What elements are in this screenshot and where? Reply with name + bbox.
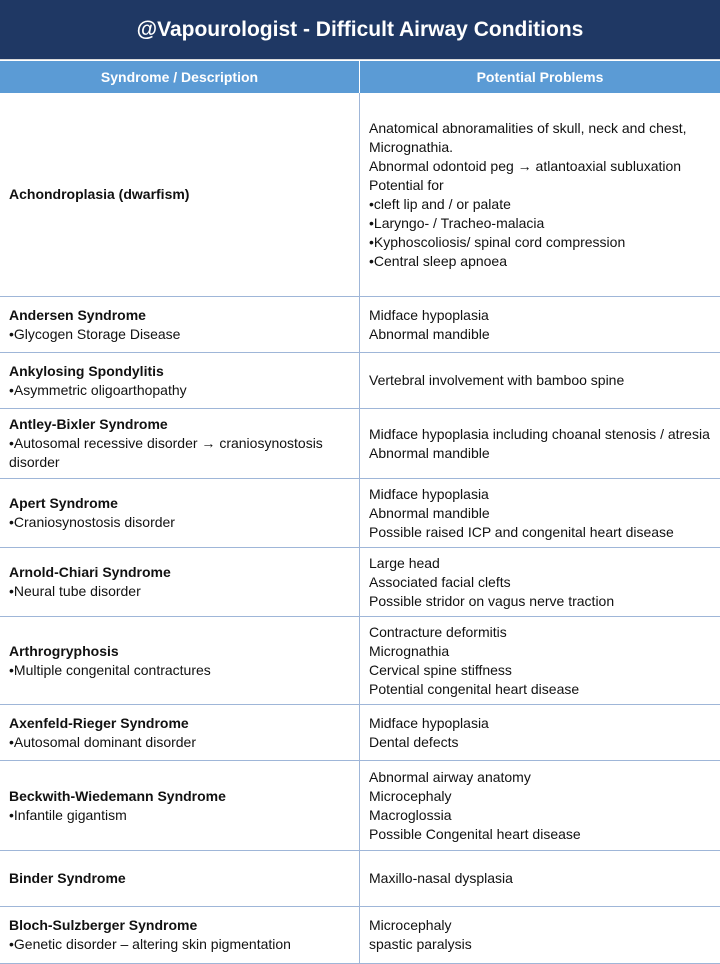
- problem-item: •Laryngo- / Tracheo-malacia: [369, 214, 545, 231]
- column-header-syndrome: Syndrome / Description: [0, 61, 360, 93]
- syndrome-cell: [0, 705, 360, 760]
- problem-item: Associated facial clefts: [369, 573, 511, 590]
- syndrome-description: •Asymmetric oligoarthopathy: [9, 381, 187, 398]
- column-header-problems: Potential Problems: [476, 69, 604, 85]
- problems-cell: [360, 479, 720, 547]
- page-title: [0, 0, 720, 60]
- syndrome-name: Apert Syndrome: [9, 495, 118, 511]
- problem-item: Potential congenital heart disease: [369, 680, 580, 697]
- syndrome-name: Axenfeld-Rieger Syndrome: [9, 714, 189, 731]
- problem-item: Midface hypoplasia: [369, 306, 489, 323]
- syndrome-cell: [0, 617, 360, 704]
- problem-item: Maxillo-nasal dysplasia: [369, 870, 513, 886]
- syndrome-name: Ankylosing Spondylitis: [9, 362, 164, 379]
- problem-item: Vertebral involvement with bamboo spine: [369, 372, 625, 388]
- problem-item: spastic paralysis: [369, 936, 472, 952]
- problem-item: Midface hypoplasia: [369, 485, 489, 502]
- page-title-text: @Vapourologist - Difficult Airway Conditions: [136, 17, 584, 41]
- problem-item: Abnormal mandible: [369, 444, 490, 461]
- problem-item: •cleft lip and / or palate: [369, 195, 511, 212]
- problems-cell: [360, 93, 720, 296]
- table-row: [0, 705, 720, 761]
- problem-item: Large head: [369, 554, 440, 571]
- problem-item: Contracture deformitis: [369, 623, 507, 640]
- syndrome-description: •Infantile gigantism: [9, 806, 127, 823]
- problem-item: Abnormal mandible: [369, 504, 490, 521]
- syndrome-description: •Genetic disorder – altering skin pigmentation: [9, 936, 291, 952]
- problem-item: Possible stridor on vagus nerve traction: [369, 592, 615, 609]
- problem-item: Cervical spine stiffness: [369, 661, 512, 678]
- table-row: [0, 907, 720, 964]
- syndrome-description: •Autosomal recessive disorder → craniosynostosis disorder: [9, 435, 323, 470]
- syndrome-description: •Craniosynostosis disorder: [9, 514, 175, 530]
- problem-item: Midface hypoplasia including choanal stenosis / atresia: [369, 425, 710, 442]
- table-row: [0, 93, 720, 297]
- problems-cell: [360, 548, 720, 616]
- problem-item: Abnormal mandible: [369, 325, 490, 342]
- airway-table: [0, 93, 720, 964]
- problem-item: Potential for: [369, 176, 444, 193]
- problem-item: Macroglossia: [369, 806, 452, 823]
- problems-cell: [360, 353, 720, 408]
- syndrome-description: •Glycogen Storage Disease: [9, 325, 181, 342]
- problems-cell: [360, 617, 720, 704]
- syndrome-cell: [0, 761, 360, 850]
- problem-item: Possible Congenital heart disease: [369, 825, 581, 842]
- problem-item: Dental defects: [369, 733, 459, 750]
- syndrome-name: Beckwith-Wiedemann Syndrome: [9, 787, 226, 804]
- table-row: [0, 409, 720, 479]
- syndrome-description: •Multiple congenital contractures: [9, 661, 211, 678]
- syndrome-description: •Autosomal dominant disorder: [9, 733, 196, 750]
- problem-item: Abnormal odontoid peg → atlantoaxial subluxation: [369, 157, 682, 174]
- syndrome-name: Binder Syndrome: [9, 870, 126, 886]
- problem-item: Microcephaly: [369, 917, 452, 933]
- syndrome-description: •Neural tube disorder: [9, 583, 141, 599]
- problem-item: Microcephaly: [369, 787, 452, 804]
- problem-item: •Kyphoscoliosis/ spinal cord compression: [369, 233, 626, 250]
- table-row: [0, 353, 720, 409]
- syndrome-cell: [0, 297, 360, 352]
- table-row: [0, 548, 720, 617]
- syndrome-name: Arthrogryphosis: [9, 642, 119, 659]
- syndrome-name: Achondroplasia (dwarfism): [9, 186, 190, 202]
- table-row: [0, 851, 720, 907]
- syndrome-cell: [0, 353, 360, 408]
- problems-cell: [360, 409, 720, 478]
- syndrome-cell: [0, 851, 360, 906]
- syndrome-cell: [0, 479, 360, 547]
- problem-item: Possible raised ICP and congenital heart disease: [369, 523, 674, 540]
- problems-cell: [360, 907, 720, 963]
- problems-cell: [360, 851, 720, 906]
- table-row: [0, 479, 720, 548]
- syndrome-name: Antley-Bixler Syndrome: [9, 416, 168, 432]
- syndrome-name: Arnold-Chiari Syndrome: [9, 564, 171, 580]
- problems-cell: [360, 297, 720, 352]
- syndrome-name: Bloch-Sulzberger Syndrome: [9, 917, 198, 933]
- problem-item: Abnormal airway anatomy: [369, 768, 531, 785]
- table-row: [0, 761, 720, 851]
- table-header: [0, 61, 720, 93]
- problems-cell: [360, 705, 720, 760]
- problem-item: Anatomical abnoramalities of skull, neck and chest,: [369, 119, 687, 136]
- syndrome-cell: [0, 409, 360, 478]
- problem-item: Micrognathia: [369, 642, 450, 659]
- problem-item: •Central sleep apnoea: [369, 252, 507, 269]
- problem-item: Midface hypoplasia: [369, 714, 489, 731]
- syndrome-cell: [0, 93, 360, 296]
- problems-cell: [360, 761, 720, 850]
- syndrome-name: Andersen Syndrome: [9, 306, 146, 323]
- problem-item: Micrognathia.: [369, 138, 454, 155]
- table-row: [0, 297, 720, 353]
- syndrome-cell: [0, 907, 360, 963]
- table-row: [0, 617, 720, 705]
- syndrome-cell: [0, 548, 360, 616]
